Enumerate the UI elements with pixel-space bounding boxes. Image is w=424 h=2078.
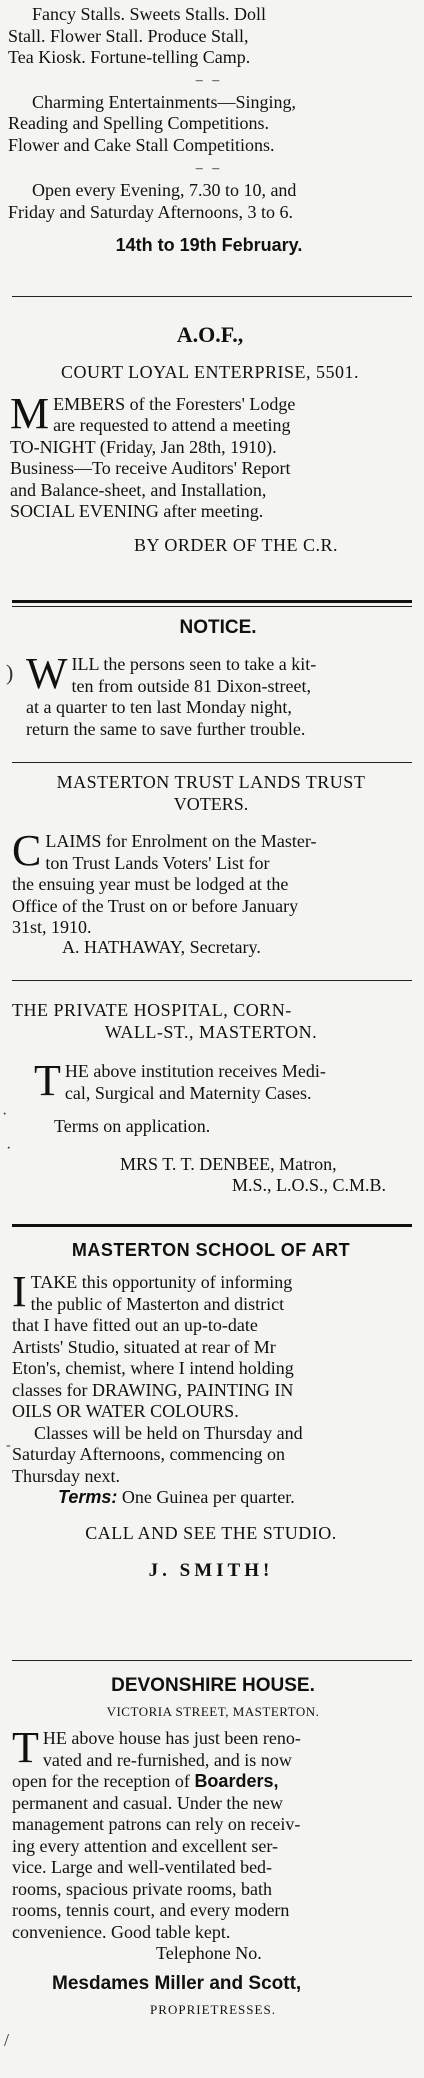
entertainments-line-1: Charming Entertainments—Singing, bbox=[32, 91, 296, 112]
hospital-body bbox=[12, 1056, 410, 1105]
art-line-2: the public of Masterton and district bbox=[30, 1293, 285, 1314]
scan-mark: - bbox=[6, 1438, 11, 1453]
devonshire-ad bbox=[0, 1674, 424, 2018]
stalls-line-2: Stall. Flower Stall. Produce Stall, bbox=[8, 25, 249, 46]
devonshire-line-10: convenience. Good table kept. bbox=[12, 1921, 231, 1942]
notice-line-2: ten from outside 81 Dixon-street, bbox=[71, 675, 311, 696]
art-line-7: OILS OR WATER COLOURS. bbox=[12, 1401, 239, 1421]
devonshire-proprietors: Mesdames Miller and Scott, bbox=[52, 1972, 302, 1994]
stalls-line-3: Tea Kiosk. Fortune-telling Camp. bbox=[8, 47, 251, 67]
trust-title-2: VOTERS. bbox=[173, 793, 249, 814]
art-terms-label: Terms: bbox=[58, 1487, 118, 1507]
divider-rule bbox=[12, 296, 412, 297]
art-classes-3: Thursday next. bbox=[12, 1465, 120, 1486]
devonshire-telephone: Telephone No. bbox=[156, 1943, 262, 1963]
open-line-2: Friday and Saturday Afternoons, 3 to 6. bbox=[8, 201, 293, 222]
divider-dash: – – bbox=[195, 161, 223, 176]
devonshire-line-5: management patrons can rely on receiv- bbox=[12, 1814, 301, 1834]
divider-rule bbox=[12, 1660, 412, 1661]
art-line-4: Artists' Studio, situated at rear of Mr bbox=[12, 1336, 276, 1357]
art-title: MASTERTON SCHOOL OF ART bbox=[71, 1240, 351, 1260]
divider-rule-thick bbox=[12, 1224, 412, 1227]
art-dropcap: I bbox=[12, 1267, 27, 1316]
trust-dropcap: C bbox=[12, 826, 42, 875]
scan-mark: ) bbox=[6, 660, 14, 685]
open-line-1: Open every Evening, 7.30 to 10, and bbox=[32, 180, 297, 200]
notice-ad bbox=[0, 616, 424, 740]
devonshire-line-1: HE above house has just been reno- bbox=[42, 1728, 301, 1748]
notice-line-1: ILL the persons seen to take a kit- bbox=[71, 654, 317, 674]
aof-ad bbox=[0, 322, 424, 556]
art-line-1: TAKE this opportunity of informing bbox=[30, 1272, 293, 1292]
devonshire-line-4: permanent and casual. Under the new bbox=[12, 1792, 283, 1813]
trust-signature: A. HATHAWAY, Secretary. bbox=[62, 936, 261, 957]
devonshire-line-3 bbox=[12, 1771, 414, 1793]
devonshire-boarders: Boarders, bbox=[194, 1771, 279, 1791]
aof-body-line-2: are requested to attend a meeting bbox=[53, 415, 291, 435]
scan-mark: · bbox=[6, 1140, 12, 1157]
entertainments-line-2: Reading and Spelling Competitions. bbox=[8, 113, 269, 133]
hospital-dropcap: T bbox=[34, 1056, 61, 1105]
aof-title: A.O.F., bbox=[176, 322, 244, 347]
notice-line-4: return the same to save further trouble. bbox=[26, 718, 306, 739]
devonshire-line-6: ing every attention and excellent ser- bbox=[12, 1835, 279, 1856]
trust-line-1: LAIMS for Enrolment on the Master- bbox=[45, 831, 317, 851]
stalls-line-1: Fancy Stalls. Sweets Stalls. Doll bbox=[32, 4, 266, 24]
notice-title: NOTICE. bbox=[179, 617, 257, 638]
divider-dash: – – bbox=[195, 72, 223, 88]
devonshire-line-2: vated and re-furnished, and is now bbox=[42, 1749, 292, 1770]
trust-line-4: Office of the Trust on or before January bbox=[12, 895, 299, 916]
art-line-6: classes for DRAWING, PAINTING IN bbox=[12, 1379, 294, 1400]
devonshire-line-7: vice. Large and well-ventilated bed- bbox=[12, 1857, 273, 1877]
hospital-matron-2: M.S., L.O.S., C.M.B. bbox=[232, 1175, 387, 1195]
trust-line-2: ton Trust Lands Voters' List for bbox=[45, 852, 270, 873]
hospital-matron-1: MRS T. T. DENBEE, Matron, bbox=[120, 1153, 337, 1174]
devonshire-line-3a: open for the reception of bbox=[12, 1771, 190, 1791]
devonshire-dropcap: T bbox=[12, 1723, 39, 1772]
divider-rule bbox=[12, 606, 412, 607]
notice-body bbox=[26, 649, 410, 740]
divider-rule bbox=[12, 762, 412, 763]
hospital-line-2: cal, Surgical and Maternity Cases. bbox=[64, 1082, 312, 1103]
hospital-line-1: HE above institution receives Medi- bbox=[64, 1061, 326, 1081]
art-terms-value: One Guinea per quarter. bbox=[121, 1487, 295, 1507]
scan-mark: / bbox=[4, 2030, 10, 2050]
notice-dropcap: W bbox=[26, 649, 68, 698]
devonshire-line-8: rooms, spacious private rooms, bath bbox=[12, 1878, 272, 1899]
scan-mark: · bbox=[2, 1106, 8, 1123]
fair-ad bbox=[0, 4, 424, 257]
art-classes-2: Saturday Afternoons, commencing on bbox=[12, 1444, 285, 1464]
notice-line-3: at a quarter to ten last Monday night, bbox=[26, 697, 292, 717]
devonshire-line-9: rooms, tennis court, and every modern bbox=[12, 1900, 290, 1920]
devonshire-body bbox=[12, 1723, 414, 1943]
art-line-3: that I have fitted out an up-to-date bbox=[12, 1315, 258, 1335]
devonshire-title: DEVONSHIRE HOUSE. bbox=[111, 1675, 315, 1696]
art-classes-1: Classes will be held on Thursday and bbox=[34, 1422, 303, 1443]
devonshire-proprietresses: PROPRIETRESSES. bbox=[150, 2002, 276, 2017]
entertainments-line-3: Flower and Cake Stall Competitions. bbox=[8, 134, 275, 155]
aof-body bbox=[10, 388, 410, 523]
aof-court: COURT LOYAL ENTERPRISE, 5501. bbox=[61, 362, 359, 382]
trust-title-1: MASTERTON TRUST LANDS TRUST bbox=[56, 772, 366, 792]
trust-ad bbox=[0, 772, 424, 958]
hospital-title-1: THE PRIVATE HOSPITAL, CORN- bbox=[12, 1000, 292, 1020]
aof-order: BY ORDER OF THE C.R. bbox=[134, 534, 339, 555]
aof-body-line-4: Business—To receive Auditors' Report bbox=[10, 458, 291, 478]
art-body bbox=[12, 1267, 410, 1423]
devonshire-address: VICTORIA STREET, MASTERTON. bbox=[106, 1704, 320, 1719]
trust-line-5: 31st, 1910. bbox=[12, 917, 92, 937]
art-line-5: Eton's, chemist, where I intend holding bbox=[12, 1358, 294, 1378]
art-terms bbox=[12, 1487, 410, 1509]
art-school-ad bbox=[0, 1238, 424, 1582]
divider-rule-thick bbox=[12, 600, 412, 603]
art-call: CALL AND SEE THE STUDIO. bbox=[85, 1522, 337, 1543]
fair-dates: 14th to 19th February. bbox=[115, 235, 303, 255]
hospital-ad bbox=[0, 1000, 424, 1197]
divider-rule bbox=[12, 980, 412, 981]
trust-body bbox=[12, 826, 410, 939]
aof-body-line-3: TO-NIGHT (Friday, Jan 28th, 1910). bbox=[10, 436, 277, 457]
aof-body-line-5: and Balance-sheet, and Installation, bbox=[10, 479, 267, 500]
trust-line-3: the ensuing year must be lodged at the bbox=[12, 874, 289, 894]
hospital-terms: Terms on application. bbox=[54, 1116, 211, 1136]
art-name: J. SMITH! bbox=[148, 1560, 274, 1581]
aof-dropcap: M bbox=[10, 388, 50, 438]
aof-body-line-6: SOCIAL EVENING after meeting. bbox=[10, 501, 264, 521]
hospital-title-2: WALL-ST., MASTERTON. bbox=[104, 1021, 318, 1042]
aof-body-line-1: EMBERS of the Foresters' Lodge bbox=[53, 393, 296, 414]
